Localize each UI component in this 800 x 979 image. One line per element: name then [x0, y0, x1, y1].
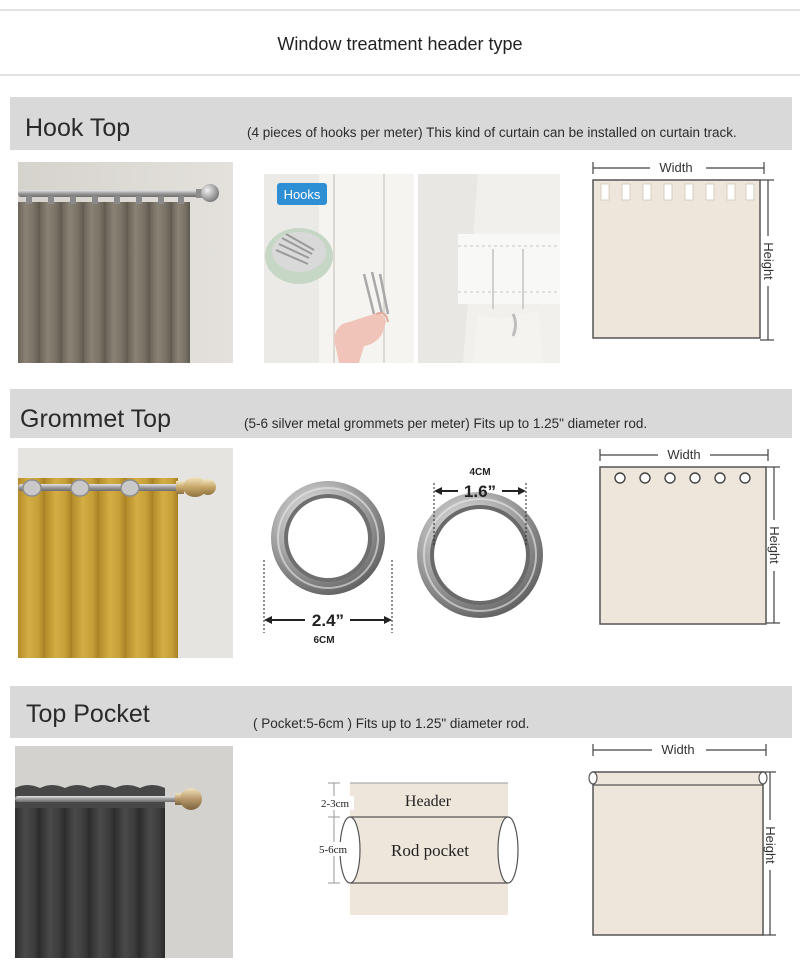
hook-tape-photo: [418, 174, 560, 363]
hooks-photo: [264, 174, 414, 363]
hook-top-note: (4 pieces of hooks per meter) This kind of curtain can be installed on curtain track.: [247, 125, 737, 140]
grommet-fabric-panel: [600, 467, 766, 624]
pocket-diagram-panel: [593, 772, 763, 935]
grommet-curtain-photo: [18, 448, 233, 658]
grommet-outer-dim-metric: 6CM: [313, 635, 335, 646]
grommet-rings-figure: [250, 455, 560, 655]
hook-top-title: Hook Top: [25, 114, 131, 142]
top-pocket-note: ( Pocket:5-6cm ) Fits up to 1.25" diameter rod.: [253, 716, 530, 731]
grommet-inner-dim: 1.6”: [463, 482, 497, 501]
hook-height-label: Height: [761, 242, 776, 280]
pocket-width-label: Width: [661, 742, 695, 757]
hook-width-label: Width: [659, 160, 693, 175]
pocket-curtain-photo: [15, 746, 233, 958]
hooks-tag-label: Hooks: [283, 187, 321, 202]
grommet-top-title: Grommet Top: [20, 405, 171, 433]
grommet-height-label: Height: [767, 526, 782, 564]
grommet-top-diagram: [594, 445, 794, 628]
top-pocket-title: Top Pocket: [26, 700, 150, 728]
pocket-rod-pocket-label: Rod pocket: [391, 841, 469, 860]
hook-fabric-panel: [593, 180, 760, 338]
top-pocket-diagram: [588, 740, 788, 940]
grommet-top-note: (5-6 silver metal grommets per meter) Fits up to 1.25" diameter rod.: [244, 416, 648, 431]
grommet-inner-dim-metric: 4CM: [469, 467, 491, 478]
pocket-height-label: Height: [763, 826, 778, 864]
rod-pocket-diagram: [300, 770, 540, 930]
page-title: Window treatment header type: [277, 34, 523, 54]
hook-top-diagram: [588, 158, 788, 344]
title-divider: [0, 74, 800, 76]
pocket-dim: 5-6cm: [318, 844, 348, 856]
grommet-outer-dim: 2.4”: [311, 611, 345, 630]
top-divider: [0, 9, 800, 11]
hook-curtain-photo: [18, 162, 233, 363]
grommet-width-label: Width: [667, 447, 701, 462]
pocket-header-label: Header: [404, 793, 452, 810]
pocket-header-dim: 2-3cm: [320, 798, 350, 810]
